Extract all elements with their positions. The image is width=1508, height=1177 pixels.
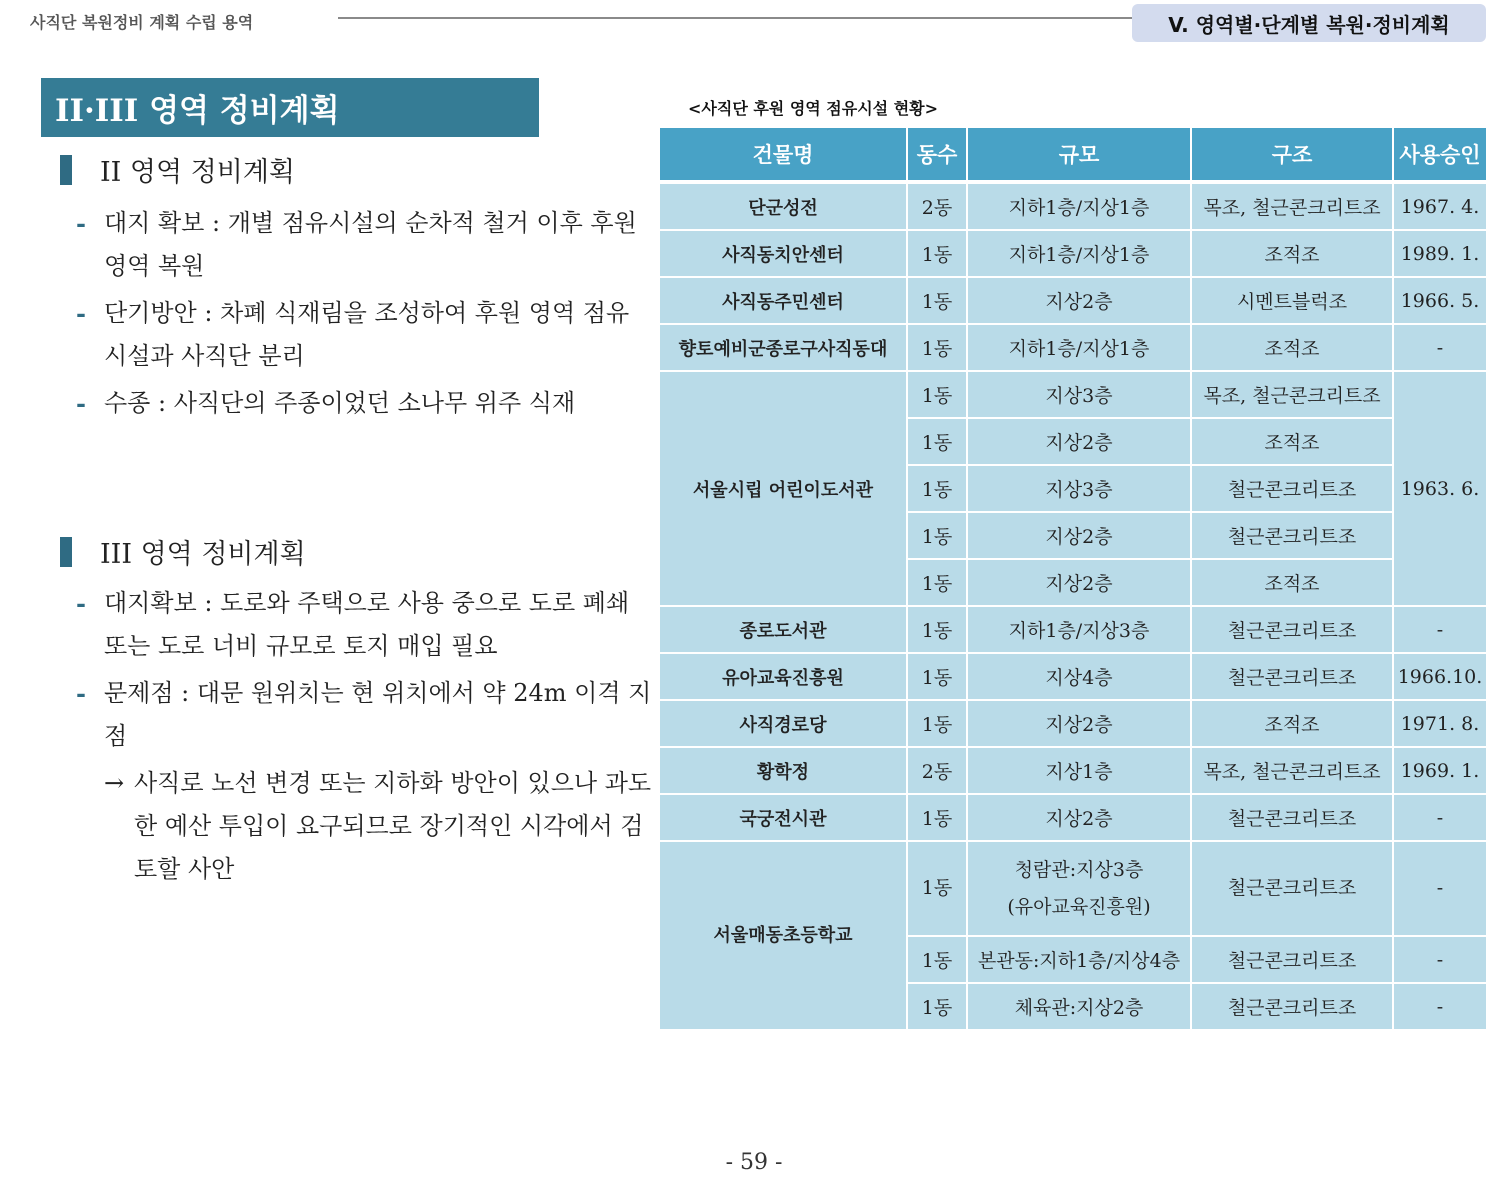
table-row: 서울시립 어린이도서관 1동 지상3층 목조, 철근콘크리트조 1963. 6. <box>659 371 1487 418</box>
column-header: 동수 <box>907 127 967 182</box>
subsection-marker <box>60 155 72 185</box>
list-item: - 문제점 : 대문 원위치는 현 위치에서 약 24m 이격 지점 <box>76 672 656 758</box>
subsection-3-title <box>60 532 306 571</box>
column-header: 건물명 <box>659 127 907 182</box>
section-title: II·III 영역 정비계획 <box>41 78 539 137</box>
list-item: - 단기방안 : 차폐 식재림을 조성하여 후원 영역 점유 시설과 사직단 분리 <box>76 292 656 378</box>
table-row: 황학정 2동 지상1층 목조, 철근콘크리트조 1969. 1. <box>659 747 1487 794</box>
dash-icon: - <box>76 679 86 708</box>
table-row: 사직경로당 1동 지상2층 조적조 1971. 8. <box>659 700 1487 747</box>
table-caption: <사직단 후원 영역 점유시설 현황> <box>688 99 939 118</box>
subsection-2-title <box>60 150 295 189</box>
column-header: 사용승인 <box>1393 127 1487 182</box>
header-divider <box>338 17 1158 19</box>
facility-table <box>658 126 1488 1031</box>
table-row: 유아교육진흥원 1동 지상4층 철근콘크리트조 1966.10. <box>659 653 1487 700</box>
table-row: 1동 지상3층 철근콘크리트조 <box>659 465 1487 512</box>
table-row: 1동 지상2층 조적조 <box>659 418 1487 465</box>
subsection-3-label: III 영역 정비계획 <box>100 539 306 570</box>
table-row: 서울매동초등학교 1동 청람관:지상3층 (유아교육진흥원) 철근콘크리트조 - <box>659 841 1487 936</box>
subsection-2-label: II 영역 정비계획 <box>100 157 295 188</box>
document-title: 사직단 복원정비 계획 수립 용역 <box>30 13 254 32</box>
subsection-marker <box>60 537 72 567</box>
table-row: 1동 본관동:지하1층/지상4층 철근콘크리트조 - <box>659 936 1487 983</box>
chapter-badge: V. 영역별·단계별 복원·정비계획 <box>1132 4 1486 42</box>
table-row: 국궁전시관 1동 지상2층 철근콘크리트조 - <box>659 794 1487 841</box>
list-item: - 대지확보 : 도로와 주택으로 사용 중으로 도로 폐쇄 또는 도로 너비 규모로 토지 매입 필요 <box>76 582 656 668</box>
table-row: 1동 지상2층 조적조 <box>659 559 1487 606</box>
dash-icon: - <box>76 389 86 418</box>
list-subitem: → 사직로 노선 변경 또는 지하화 방안이 있으나 과도한 예산 투입이 요구되므로 장기적인 시각에서 검토할 사안 <box>104 762 656 891</box>
column-header: 구조 <box>1191 127 1393 182</box>
table-row: 종로도서관 1동 지하1층/지상3층 철근콘크리트조 - <box>659 606 1487 653</box>
dash-icon: - <box>76 299 86 328</box>
table-row: 사직동치안센터 1동 지하1층/지상1층 조적조 1989. 1. <box>659 230 1487 277</box>
dash-icon: - <box>76 209 86 238</box>
dash-icon: - <box>76 589 86 618</box>
table-row: 단군성전 2동 지하1층/지상1층 목조, 철근콘크리트조 1967. 4. <box>659 182 1487 230</box>
list-item: - 대지 확보 : 개별 점유시설의 순차적 철거 이후 후원 영역 복원 <box>76 202 656 288</box>
table-row: 사직동주민센터 1동 지상2층 시멘트블럭조 1966. 5. <box>659 277 1487 324</box>
list-item: - 수종 : 사직단의 주종이었던 소나무 위주 식재 <box>76 382 656 425</box>
table-row: 향토예비군종로구사직동대 1동 지하1층/지상1층 조적조 - <box>659 324 1487 371</box>
arrow-right-icon: → <box>104 769 125 797</box>
column-header: 규모 <box>967 127 1191 182</box>
table-row: 1동 지상2층 철근콘크리트조 <box>659 512 1487 559</box>
table-row: 1동 체육관:지상2층 철근콘크리트조 - <box>659 983 1487 1030</box>
page-number: - 59 - <box>725 1150 783 1175</box>
